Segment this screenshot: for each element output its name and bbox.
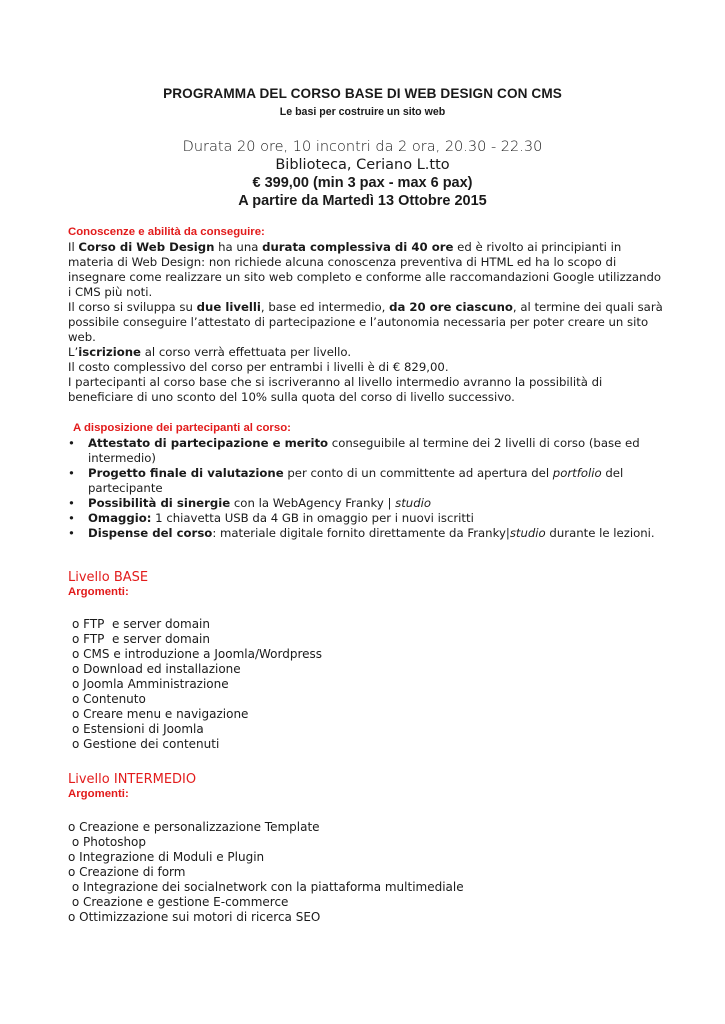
course-start-date: A partire da Martedì 13 Ottobre 2015 xyxy=(238,193,487,209)
paragraph-registration xyxy=(68,345,668,360)
paragraph-intro xyxy=(68,240,668,300)
text-run: ed è rivolto ai principianti in materia di Web Design: non richiede alcuna conoscenza preventiva di HTML ed ha lo scopo di insegnare come realizzare un sito web completo e conforme alle raccomandazioni Google utilizzando i CMS più noti. xyxy=(68,240,662,299)
list-item: o FTP e server domain xyxy=(72,617,210,631)
text-run-bold: da 20 ore ciascuno xyxy=(389,300,513,314)
list-item: o Estensioni di Joomla xyxy=(72,722,204,736)
benefit-item xyxy=(68,511,668,526)
document-title: PROGRAMMA DEL CORSO BASE DI WEB DESIGN CON CMS xyxy=(163,86,562,101)
course-price: € 399,00 (min 3 pax - max 6 pax) xyxy=(252,175,473,191)
level-base-subtitle: Argomenti: xyxy=(68,586,129,598)
bullet-icon: • xyxy=(68,526,75,540)
level-intermedio-title: Livello INTERMEDIO xyxy=(68,772,197,787)
benefits-list xyxy=(68,436,668,541)
bullet-icon: • xyxy=(68,511,75,525)
list-item: o Contenuto xyxy=(72,692,146,706)
level-base-title: Livello BASE xyxy=(68,570,149,585)
text-run-bold: due livelli xyxy=(196,300,261,314)
text-run-bold: Corso di Web Design xyxy=(78,240,215,254)
list-item: o Photoshop xyxy=(68,835,147,849)
text-run: al corso verrà effettuata per livello. xyxy=(140,345,352,359)
base-topics-list xyxy=(72,617,322,752)
bullet-icon: • xyxy=(68,466,75,480)
benefit-title: Attestato di partecipazione e merito xyxy=(88,436,329,450)
paragraph-discount: I partecipanti al corso base che si iscriveranno al livello intermedio avranno la possibilità di beneficiare di uno sconto del 10% sulla quota del corso di livello successivo. xyxy=(68,375,603,404)
text-run: L’ xyxy=(68,345,79,359)
text-run-bold: durata complessiva di 40 ore xyxy=(262,240,454,254)
list-item: o Creare menu e navigazione xyxy=(72,707,249,721)
list-item: o Integrazione dei socialnetwork con la piattaforma multimediale xyxy=(68,880,464,894)
benefit-text-italic: portfolio xyxy=(552,466,602,480)
list-item: o Creazione e personalizzazione Template xyxy=(68,820,320,834)
benefit-text-italic: studio xyxy=(509,526,546,540)
list-item: o FTP e server domain xyxy=(72,632,210,646)
course-duration: Durata 20 ore, 10 incontri da 2 ora, 20.30 - 22.30 xyxy=(182,139,543,155)
course-venue: Biblioteca, Ceriano L.tto xyxy=(275,157,450,173)
benefit-item xyxy=(68,526,668,541)
list-item: o Creazione e gestione E-commerce xyxy=(68,895,289,909)
benefit-title: Progetto finale di valutazione xyxy=(88,466,284,480)
benefit-text: conseguibile al termine dei 2 livelli di corso (base ed intermedio) xyxy=(88,436,640,465)
section-heading-conoscenze: Conoscenze e abilità da conseguire: xyxy=(68,226,265,238)
benefit-item xyxy=(68,466,668,496)
text-run: Il xyxy=(68,240,79,254)
text-run-bold: iscrizione xyxy=(78,345,141,359)
benefit-text: 1 chiavetta USB da 4 GB in omaggio per i nuovi iscritti xyxy=(151,511,474,525)
benefit-text: con la WebAgency Franky | xyxy=(230,496,396,510)
section-heading-disposizione: A disposizione dei partecipanti al corso: xyxy=(73,422,291,434)
benefit-title: Omaggio: xyxy=(88,511,152,525)
benefit-text: : materiale digitale fornito direttamente da Franky| xyxy=(212,526,510,540)
list-item: o CMS e introduzione a Joomla/Wordpress xyxy=(72,647,323,661)
benefit-text-italic: studio xyxy=(395,496,432,510)
benefit-title: Dispense del corso xyxy=(88,526,213,540)
bullet-icon: • xyxy=(68,436,75,450)
text-run: ha una xyxy=(214,240,263,254)
benefit-item xyxy=(68,496,668,511)
text-run: Il corso si sviluppa su xyxy=(68,300,197,314)
benefit-text: per conto di un committente ad apertura del xyxy=(283,466,553,480)
level-intermedio-subtitle: Argomenti: xyxy=(68,788,129,800)
list-item: o Download ed installazione xyxy=(72,662,241,676)
benefit-text: del partecipante xyxy=(88,466,624,495)
benefit-title: Possibilità di sinergie xyxy=(88,496,231,510)
benefit-item xyxy=(68,436,668,466)
text-run: , al termine dei quali sarà possibile conseguire l’attestato di partecipazione e l’autonomia necessaria per poter creare un sito web. xyxy=(68,300,663,344)
list-item: o Integrazione di Moduli e Plugin xyxy=(68,850,265,864)
benefit-text: durante le lezioni. xyxy=(545,526,655,540)
document-subtitle: Le basi per costruire un sito web xyxy=(279,106,446,118)
bullet-icon: • xyxy=(68,496,75,510)
list-item: o Gestione dei contenuti xyxy=(72,737,220,751)
paragraph-levels xyxy=(68,300,668,345)
text-run: , base ed intermedio, xyxy=(260,300,390,314)
list-item: o Joomla Amministrazione xyxy=(72,677,229,691)
paragraph-total-cost: Il costo complessivo del corso per entrambi i livelli è di € 829,00. xyxy=(68,360,449,374)
list-item: o Ottimizzazione sui motori di ricerca SEO xyxy=(68,910,321,924)
list-item: o Creazione di form xyxy=(68,865,186,879)
section-body-conoscenze xyxy=(68,240,668,405)
intermedio-topics-list xyxy=(68,820,464,925)
